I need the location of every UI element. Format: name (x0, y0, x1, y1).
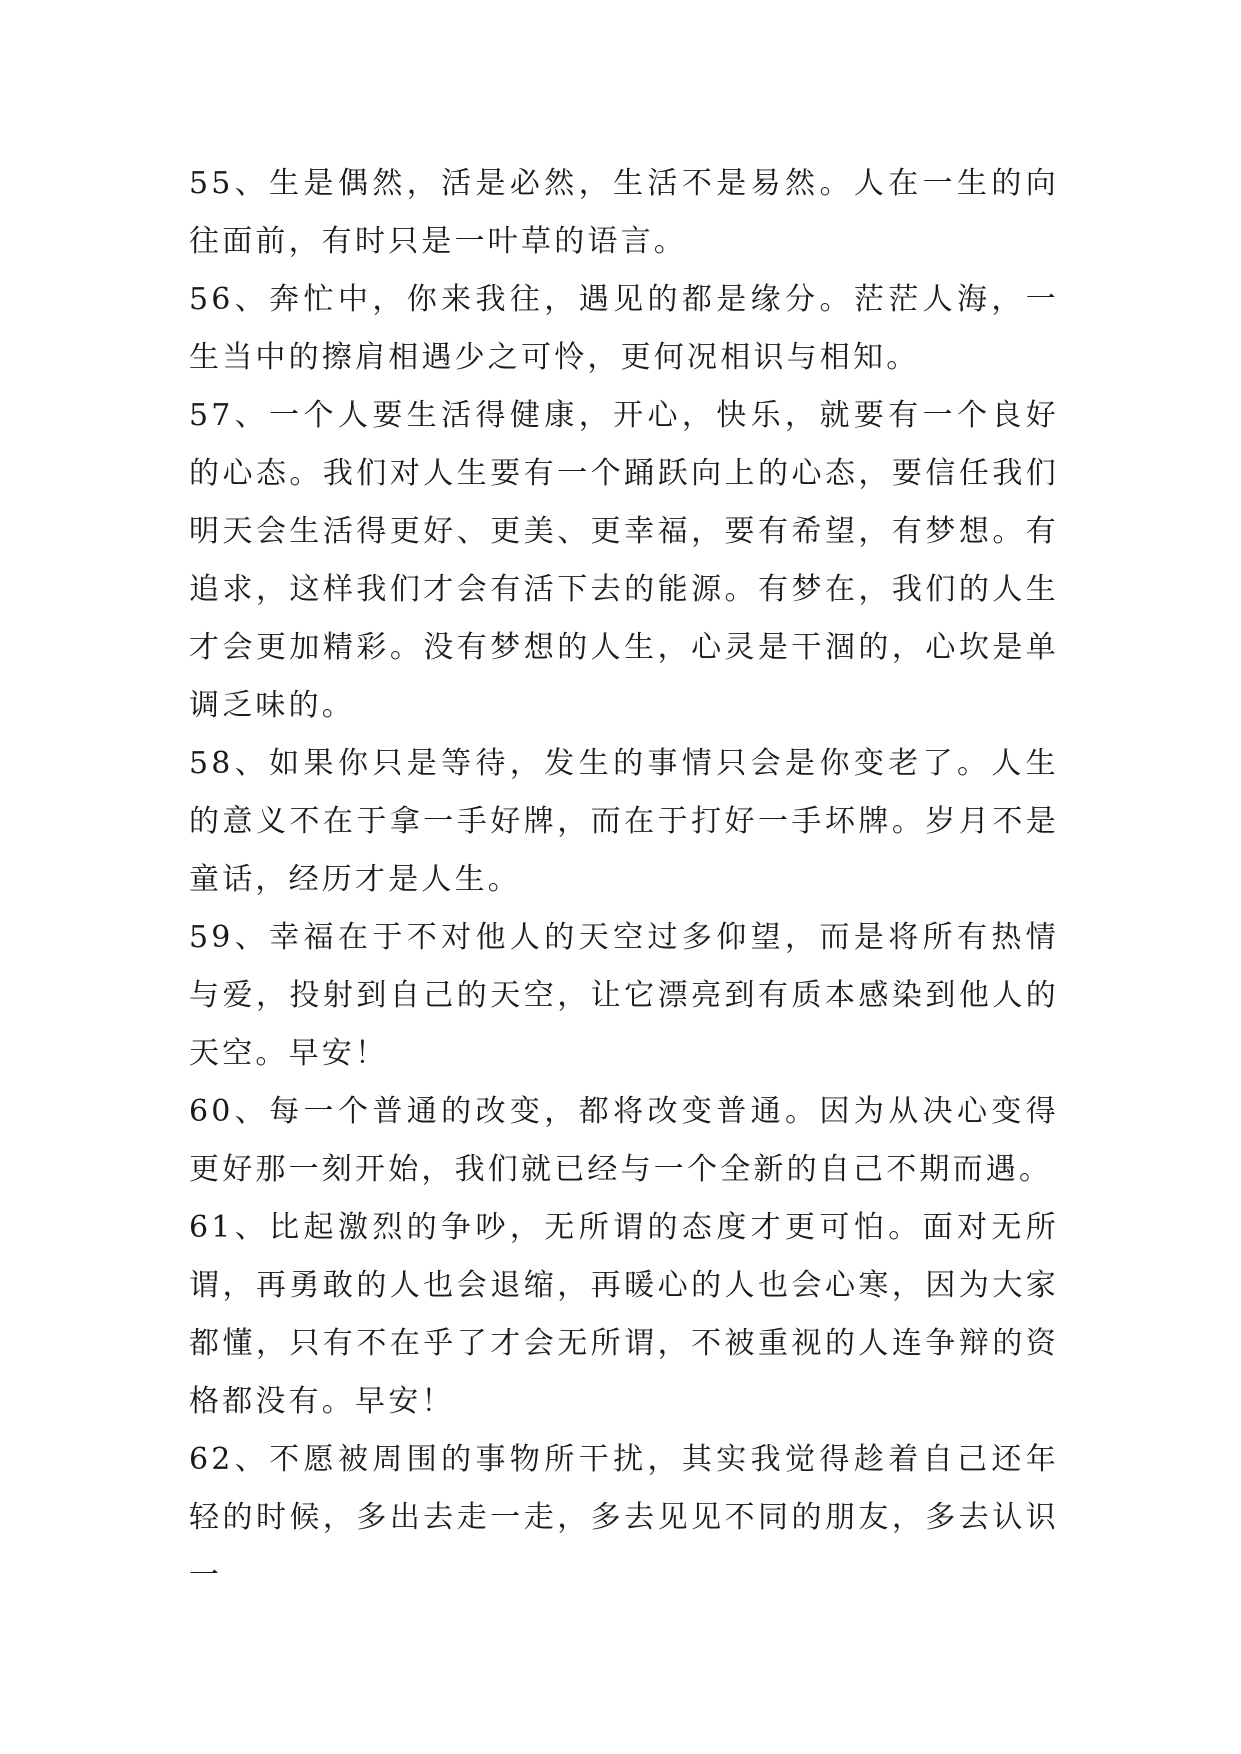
paragraph-57: 57、一个人要生活得健康，开心，快乐，就要有一个良好的心态。我们对人生要有一个踊跃向上的心态，要信任我们明天会生活得更好、更美、更幸福，要有希望，有梦想。有追求，这样我们才会有活下去的能源。有梦在，我们的人生才会更加精彩。没有梦想的人生，心灵是干涸的，心坎是单调乏味的。 (189, 398, 1059, 723)
paragraph-55: 55、生是偶然，活是必然，生活不是易然。人在一生的向往面前，有时只是一叶草的语言。 (189, 166, 1059, 259)
paragraph-58: 58、如果你只是等待，发生的事情只会是你变老了。人生的意义不在于拿一手好牌，而在于打好一手坏牌。岁月不是童话，经历才是人生。 (189, 746, 1059, 897)
paragraph-60: 60、每一个普通的改变，都将改变普通。因为从决心变得更好那一刻开始，我们就已经与一个全新的自己不期而遇。 (189, 1094, 1059, 1187)
paragraph-59: 59、幸福在于不对他人的天空过多仰望，而是将所有热情与爱，投射到自己的天空，让它漂亮到有质本感染到他人的天空。早安！ (189, 920, 1059, 1071)
document-body (189, 155, 1059, 1605)
paragraph-61: 61、比起激烈的争吵，无所谓的态度才更可怕。面对无所谓，再勇敢的人也会退缩，再暖心的人也会心寒，因为大家都懂，只有不在乎了才会无所谓，不被重视的人连争辩的资格都没有。早安！ (189, 1210, 1059, 1419)
paragraph-56: 56、奔忙中，你来我往，遇见的都是缘分。茫茫人海，一生当中的擦肩相遇少之可怜，更何况相识与相知。 (189, 282, 1059, 375)
paragraph-62: 62、不愿被周围的事物所干扰，其实我觉得趁着自己还年轻的时候，多出去走一走，多去见见不同的朋友，多去认识一 (189, 1442, 1059, 1593)
